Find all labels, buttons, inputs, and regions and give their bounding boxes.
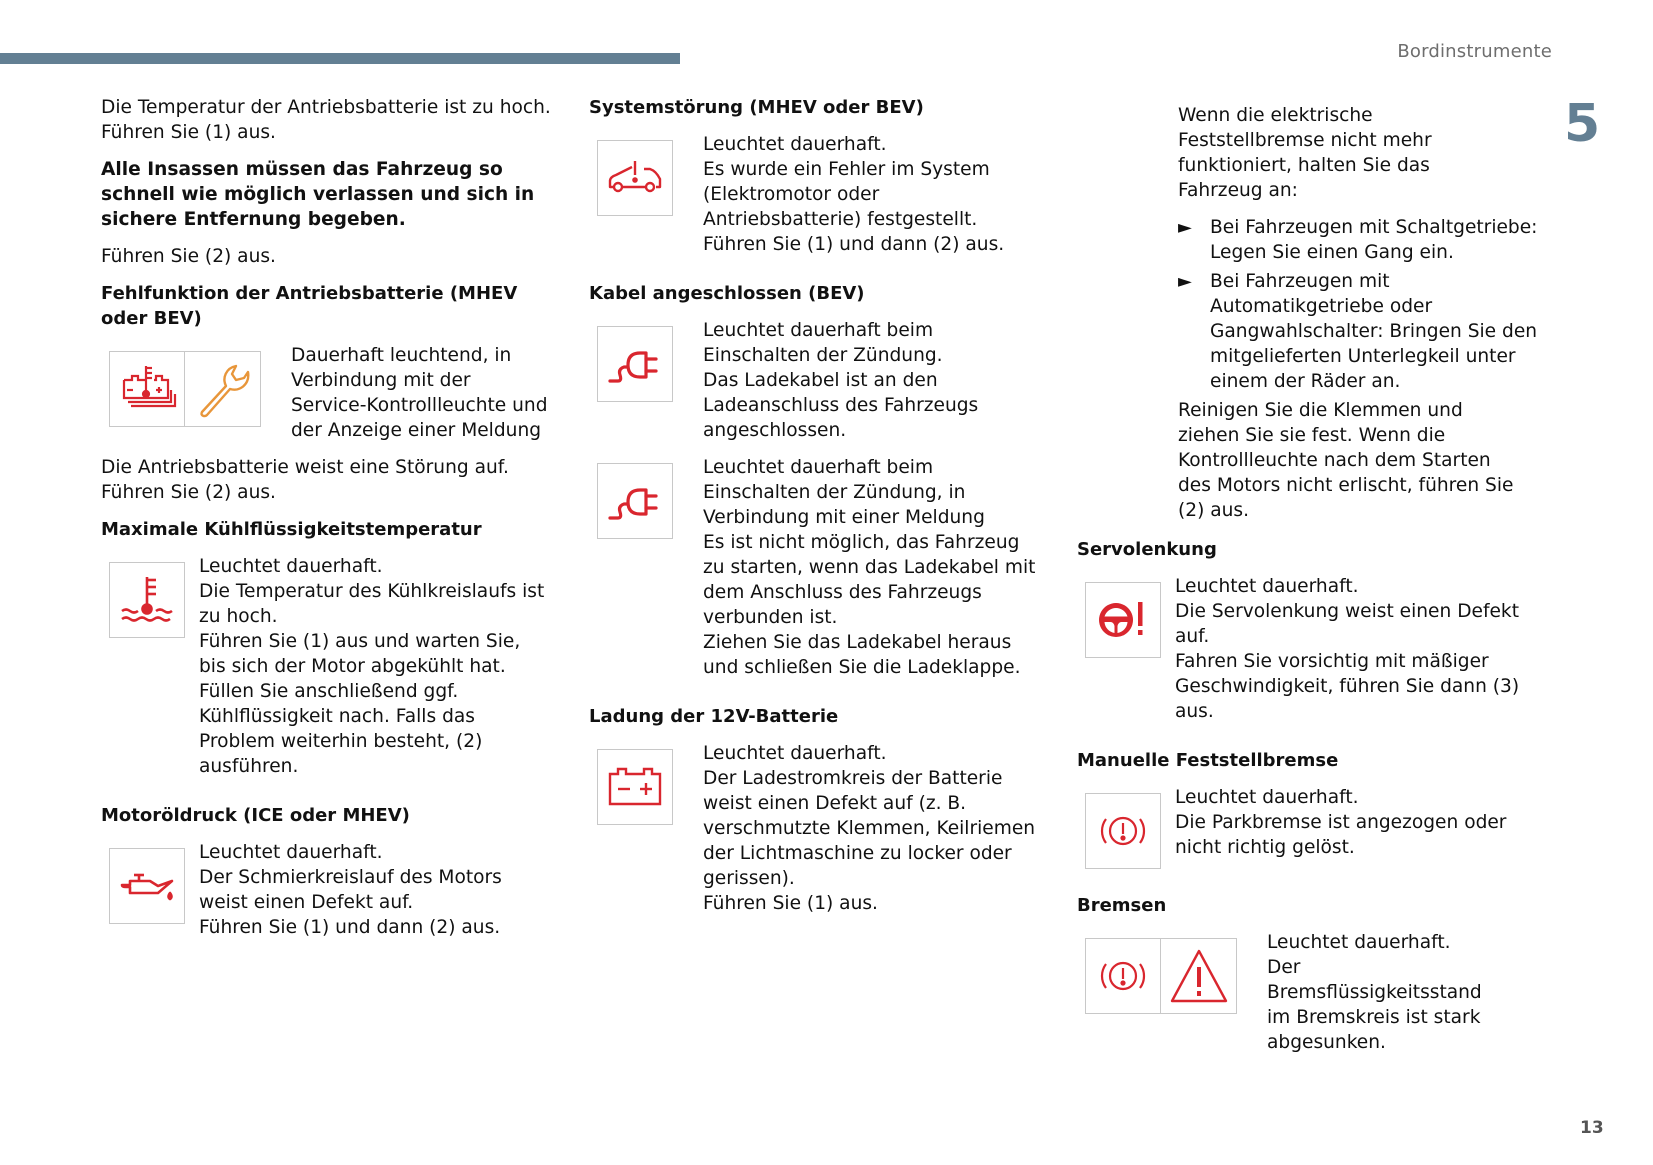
text-line: Leuchtet dauerhaft. (1267, 932, 1451, 953)
section-heading-system-fault: Systemstörung (MHEV oder BEV) (589, 97, 924, 118)
text-line: Ziehen Sie das Ladekabel heraus und schließen Sie die Ladeklappe. (703, 632, 1021, 678)
intro-action: Führen Sie (1) aus. (101, 122, 276, 143)
wrench-icon (185, 351, 261, 427)
parking-brake-intro: Wenn die elektrische Feststellbremse nicht mehr funktioniert, halten Sie das Fahrzeug an: (1178, 105, 1432, 201)
section-heading-oil: Motoröldruck (ICE oder MHEV) (101, 805, 410, 826)
text-line: Es wurde ein Fehler im System (Elektromotor oder Antriebsbatterie) festgestellt. (703, 159, 990, 230)
icon-group (597, 140, 673, 216)
evacuation-warning: Alle Insassen müssen das Fahrzeug so schnell wie möglich verlassen und sich in sichere Entfernung begeben. (101, 159, 535, 230)
cable-entry-1 (589, 318, 1039, 443)
warning-triangle-icon (1161, 938, 1237, 1014)
text-line: Leuchtet dauerhaft. (703, 743, 887, 764)
section-heading-cable: Kabel angeschlossen (BEV) (589, 283, 865, 304)
text-line: Die Temperatur des Kühlkreislaufs ist zu hoch. (199, 581, 545, 627)
icon-group (1085, 582, 1161, 658)
column-3 (1077, 103, 1538, 1067)
icon-group (109, 351, 261, 427)
text-line: Führen Sie (1) aus. (703, 893, 878, 914)
text-line: Es ist nicht möglich, das Fahrzeug zu starten, wenn das Ladekabel mit dem Anschluss des Fahrzeugs verbunden ist. (703, 532, 1036, 628)
text-line: Leuchtet dauerhaft. (703, 134, 887, 155)
text-line: Der Bremsflüssigkeitsstand im Bremskreis ist stark abgesunken. (1267, 957, 1482, 1053)
battery-temperature-icon (109, 351, 185, 427)
coolant-entry (101, 554, 551, 779)
column-2 (589, 95, 1039, 928)
bullet-arrow-icon: ► (1178, 271, 1192, 292)
icon-group (597, 326, 673, 402)
action-line: Führen Sie (2) aus. (101, 246, 276, 267)
bullet-item (1178, 215, 1538, 265)
section-heading-coolant: Maximale Kühlflüssigkeitstemperatur (101, 519, 482, 540)
bullet-item (1178, 269, 1538, 394)
cable-text-1 (673, 318, 1039, 443)
icon-group (1085, 938, 1237, 1014)
parking-brake-text (1161, 785, 1527, 860)
chapter-number: 5 (1564, 94, 1601, 154)
brake-warning-icon (1085, 793, 1161, 869)
clean-terminals-text: Reinigen Sie die Klemmen und ziehen Sie sie fest. Wenn die Kontrollleuchte nach dem Starten des Motors nicht erlischt, führen Sie (2) aus. (1178, 400, 1514, 521)
text-line: Leuchtet dauerhaft. (1175, 787, 1359, 808)
text-line: Der Schmierkreislauf des Motors weist einen Defekt auf. (199, 867, 502, 913)
battery-temp-intro (101, 95, 551, 145)
text-line: Fahren Sie vorsichtig mit mäßiger Geschwindigkeit, führen Sie dann (3) aus. (1175, 651, 1520, 722)
bullet-text: Bei Fahrzeugen mit Schaltgetriebe: Legen Sie einen Gang ein. (1210, 217, 1538, 263)
header-accent-bar (0, 53, 680, 64)
icon-group (1085, 793, 1161, 869)
icon-group (109, 562, 185, 638)
brakes-text (1237, 930, 1497, 1055)
section-heading-steering: Servolenkung (1077, 539, 1217, 560)
car-warning-icon (597, 140, 673, 216)
steering-entry (1077, 574, 1527, 724)
section-heading-brakes: Bremsen (1077, 895, 1167, 916)
intro-line: Die Temperatur der Antriebsbatterie ist zu hoch. (101, 97, 551, 118)
text-line: Die Servolenkung weist einen Defekt auf. (1175, 601, 1519, 647)
followup-action: Führen Sie (2) aus. (101, 482, 276, 503)
cable-entry-2 (589, 455, 1039, 680)
section-heading-battery-fault: Fehlfunktion der Antriebsbatterie (MHEV oder BEV) (101, 283, 518, 329)
text-line: Führen Sie (1) und dann (2) aus. (703, 234, 1005, 255)
column-1 (101, 95, 551, 952)
system-fault-text (673, 132, 1039, 257)
oil-entry (101, 840, 551, 940)
coolant-text (185, 554, 551, 779)
section-heading-12v-battery: Ladung der 12V-Batterie (589, 706, 839, 727)
text-line: Leuchtet dauerhaft. (1175, 576, 1359, 597)
icon-group (597, 749, 673, 825)
text-line: Der Ladestromkreis der Batterie weist einen Defekt auf (z. B. verschmutzte Klemmen, Keilriemen der Lichtmaschine zu locker oder gerissen). (703, 768, 1036, 889)
battery-12v-text (673, 741, 1039, 916)
text-line: Führen Sie (1) aus und warten Sie, bis sich der Motor abgekühlt hat. Füllen Sie anschließend ggf. Kühlflüssigkeit nach. Falls das Problem weiterhin besteht, (2) ausführen. (199, 631, 521, 777)
bullet-text: Bei Fahrzeugen mit Automatikgetriebe oder Gangwahlschalter: Bringen Sie den mitgelieferten Unterlegkeil unter einem der Räder an. (1210, 271, 1538, 392)
parking-brake-entry (1077, 785, 1527, 869)
page-number: 13 (1580, 1118, 1604, 1138)
running-head: Bordinstrumente (1397, 41, 1552, 62)
oil-text (185, 840, 551, 940)
battery-icon (597, 749, 673, 825)
battery-12v-entry (589, 741, 1039, 916)
battery-fault-text: Dauerhaft leuchtend, in Verbindung mit der Service-Kontrollleuchte und der Anzeige einer Meldung (291, 345, 548, 441)
battery-fault-entry (101, 343, 551, 443)
text-line: Führen Sie (1) und dann (2) aus. (199, 917, 501, 938)
brakes-entry (1077, 930, 1527, 1055)
icon-group (597, 463, 673, 539)
text-line: Leuchtet dauerhaft. (199, 556, 383, 577)
oil-can-icon (109, 848, 185, 924)
text-line: Leuchtet dauerhaft beim Einschalten der Zündung. (703, 320, 943, 366)
charging-plug-icon (597, 326, 673, 402)
text-line: Die Parkbremse ist angezogen oder nicht richtig gelöst. (1175, 812, 1507, 858)
text-line: Leuchtet dauerhaft beim Einschalten der Zündung, in Verbindung mit einer Meldung (703, 457, 985, 528)
steering-wheel-warning-icon (1085, 582, 1161, 658)
steering-text (1161, 574, 1527, 724)
battery-fault-followup (101, 455, 551, 505)
followup-line: Die Antriebsbatterie weist eine Störung auf. (101, 457, 509, 478)
cable-text-2 (673, 455, 1039, 680)
coolant-temperature-icon (109, 562, 185, 638)
text-line: Das Ladekabel ist an den Ladeanschluss des Fahrzeugs angeschlossen. (703, 370, 979, 441)
section-heading-parking-brake: Manuelle Feststellbremse (1077, 750, 1339, 771)
brake-warning-icon (1085, 938, 1161, 1014)
charging-plug-icon (597, 463, 673, 539)
bullet-arrow-icon: ► (1178, 217, 1192, 238)
text-line: Leuchtet dauerhaft. (199, 842, 383, 863)
icon-group (109, 848, 185, 924)
system-fault-entry (589, 132, 1039, 257)
